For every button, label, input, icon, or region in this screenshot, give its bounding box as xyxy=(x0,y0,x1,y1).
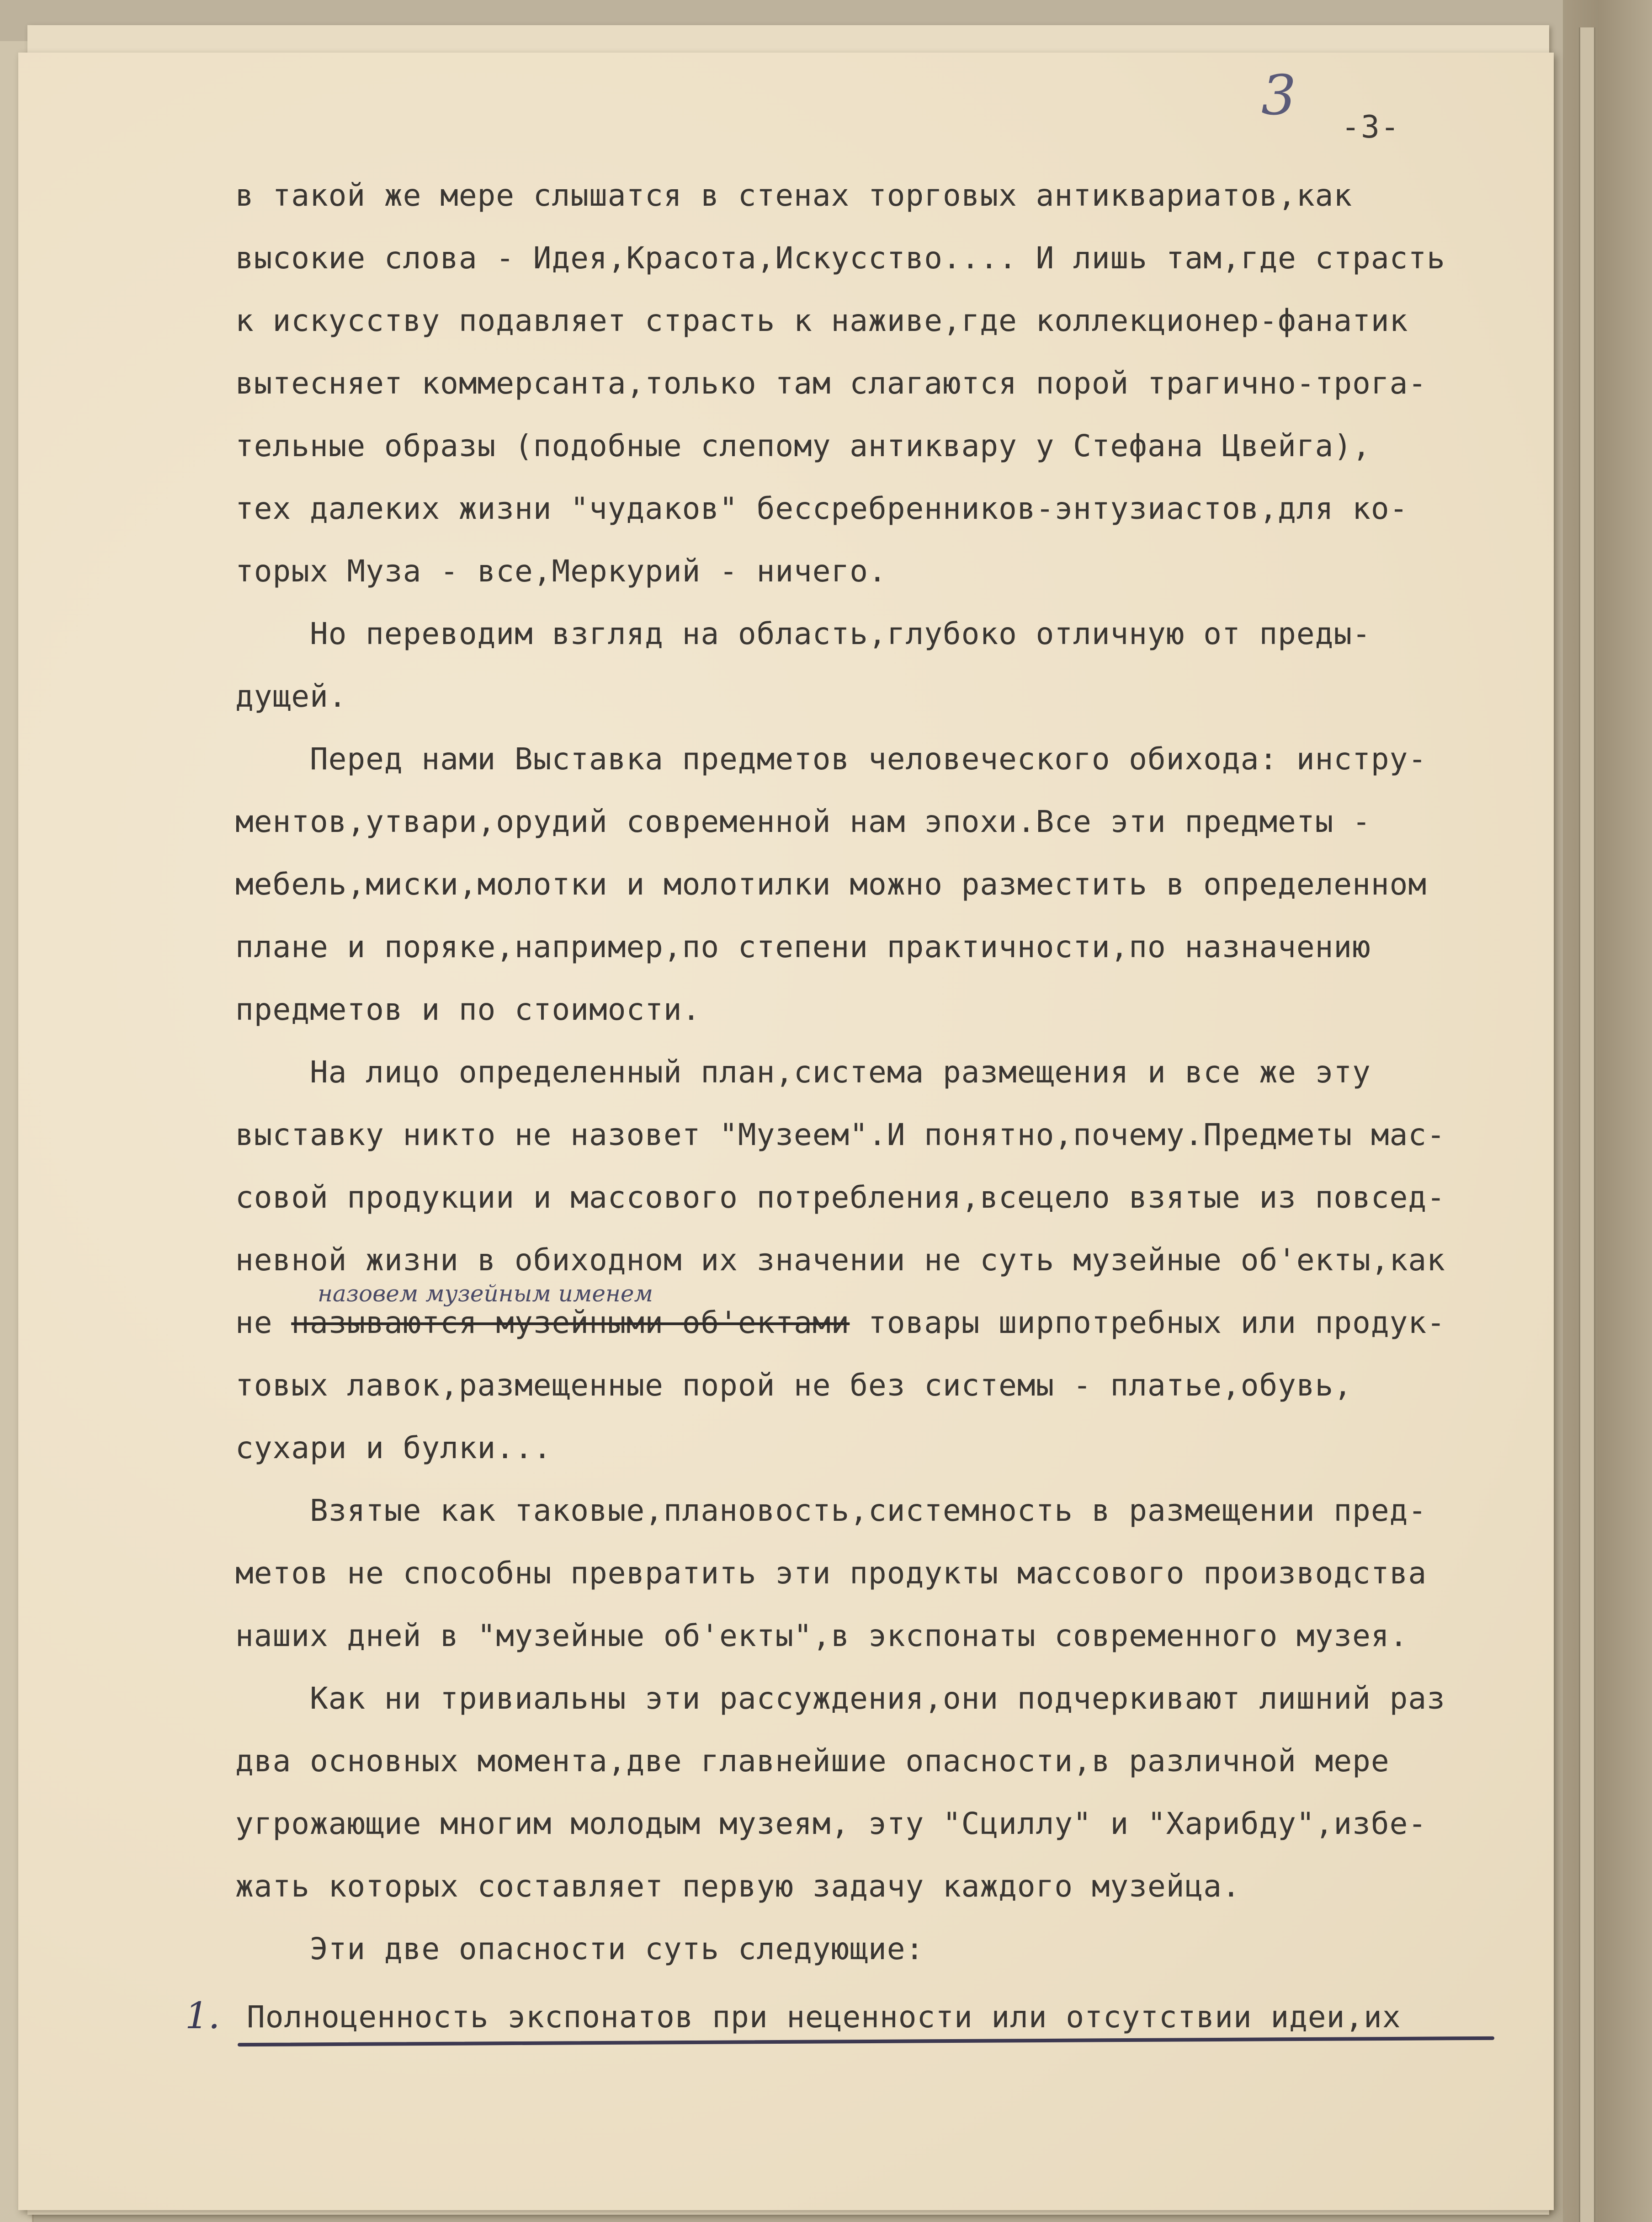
text-line: к искусству подавляет страсть к наживе,где коллекционер-фанатик xyxy=(235,303,1408,338)
folder-spine xyxy=(1579,27,1595,2222)
text-line: сухари и булки... xyxy=(235,1430,552,1465)
text-segment: не xyxy=(235,1305,292,1340)
text-line-with-deletion xyxy=(235,1305,1445,1340)
text-line: наших дней в "музейные об'екты",в экспонаты современного музея. xyxy=(235,1618,1408,1653)
text-line: плане и поряке,например,по степени практичности,по назначению xyxy=(235,929,1371,964)
text-line: Полноценность экспонатов при неценности или отсутствии идеи,их xyxy=(247,1999,1401,2035)
text-line: невной жизни в обиходном их значении не суть музейные об'екты,как xyxy=(235,1242,1445,1278)
text-line: жать которых составляет первую задачу каждого музейца. xyxy=(235,1869,1241,1904)
text-line: предметов и по стоимости. xyxy=(235,992,701,1027)
text-line: Но переводим взгляд на область,глубоко отличную от преды- xyxy=(235,616,1371,651)
margin-item-number: 1. xyxy=(185,1994,220,2037)
text-line: торых Муза - все,Меркурий - ничего. xyxy=(235,554,887,589)
handwritten-insertion: назовем музейным именем xyxy=(318,1280,653,1307)
text-line: выставку никто не назовет "Музеем".И понятно,почему.Предметы мас- xyxy=(235,1117,1445,1152)
text-line: На лицо определенный план,система размещения и все же эту xyxy=(235,1055,1371,1090)
text-line: Эти две опасности суть следующие: xyxy=(235,1931,924,1966)
text-line: тех далеких жизни "чудаков" бессребренников-энтузиастов,для ко- xyxy=(235,491,1408,526)
text-line: ментов,утвари,орудий современной нам эпохи.Все эти предметы - xyxy=(235,804,1371,839)
text-line: дущей. xyxy=(235,679,347,714)
handwritten-page-number: 3 xyxy=(1261,64,1296,128)
text-line: метов не способны превратить эти продукты массового производства xyxy=(235,1556,1427,1591)
text-line: товых лавок,размещенные порой не без системы - платье,обувь, xyxy=(235,1368,1353,1403)
text-line: тельные образы (подобные слепому антиквару у Стефана Цвейга), xyxy=(235,428,1371,464)
text-line: высокие слова - Идея,Красота,Искусство.... И лишь там,где страсть xyxy=(235,240,1445,276)
text-line: угрожающие многим молодым музеям, эту "Сциллу" и "Харибду",избе- xyxy=(235,1806,1427,1841)
text-line: мебель,миски,молотки и молотилки можно разместить в определенном xyxy=(235,867,1427,902)
text-line: вытесняет коммерсанта,только там слагаются порой трагично-трога- xyxy=(235,366,1427,401)
text-line: Перед нами Выставка предметов человеческого обихода: инстру- xyxy=(235,741,1427,777)
struck-out-text: называются музейными об'ектами xyxy=(291,1305,850,1340)
text-segment: товары ширпотребных или продук- xyxy=(850,1305,1445,1340)
text-line: два основных момента,две главнейшие опасности,в различной мере xyxy=(235,1743,1390,1779)
text-line: Как ни тривиальны эти рассуждения,они подчеркивают лишний раз xyxy=(235,1681,1445,1716)
text-line: в такой же мере слышатся в стенах торговых антиквариатов,как xyxy=(235,178,1353,213)
text-line: Взятые как таковые,плановость,системность в размещении пред- xyxy=(235,1493,1427,1528)
typed-page-number: -3- xyxy=(1341,109,1400,145)
folder-board-edge xyxy=(1563,0,1652,2222)
text-line: совой продукции и массового потребления,всецело взятые из повсед- xyxy=(235,1180,1445,1215)
